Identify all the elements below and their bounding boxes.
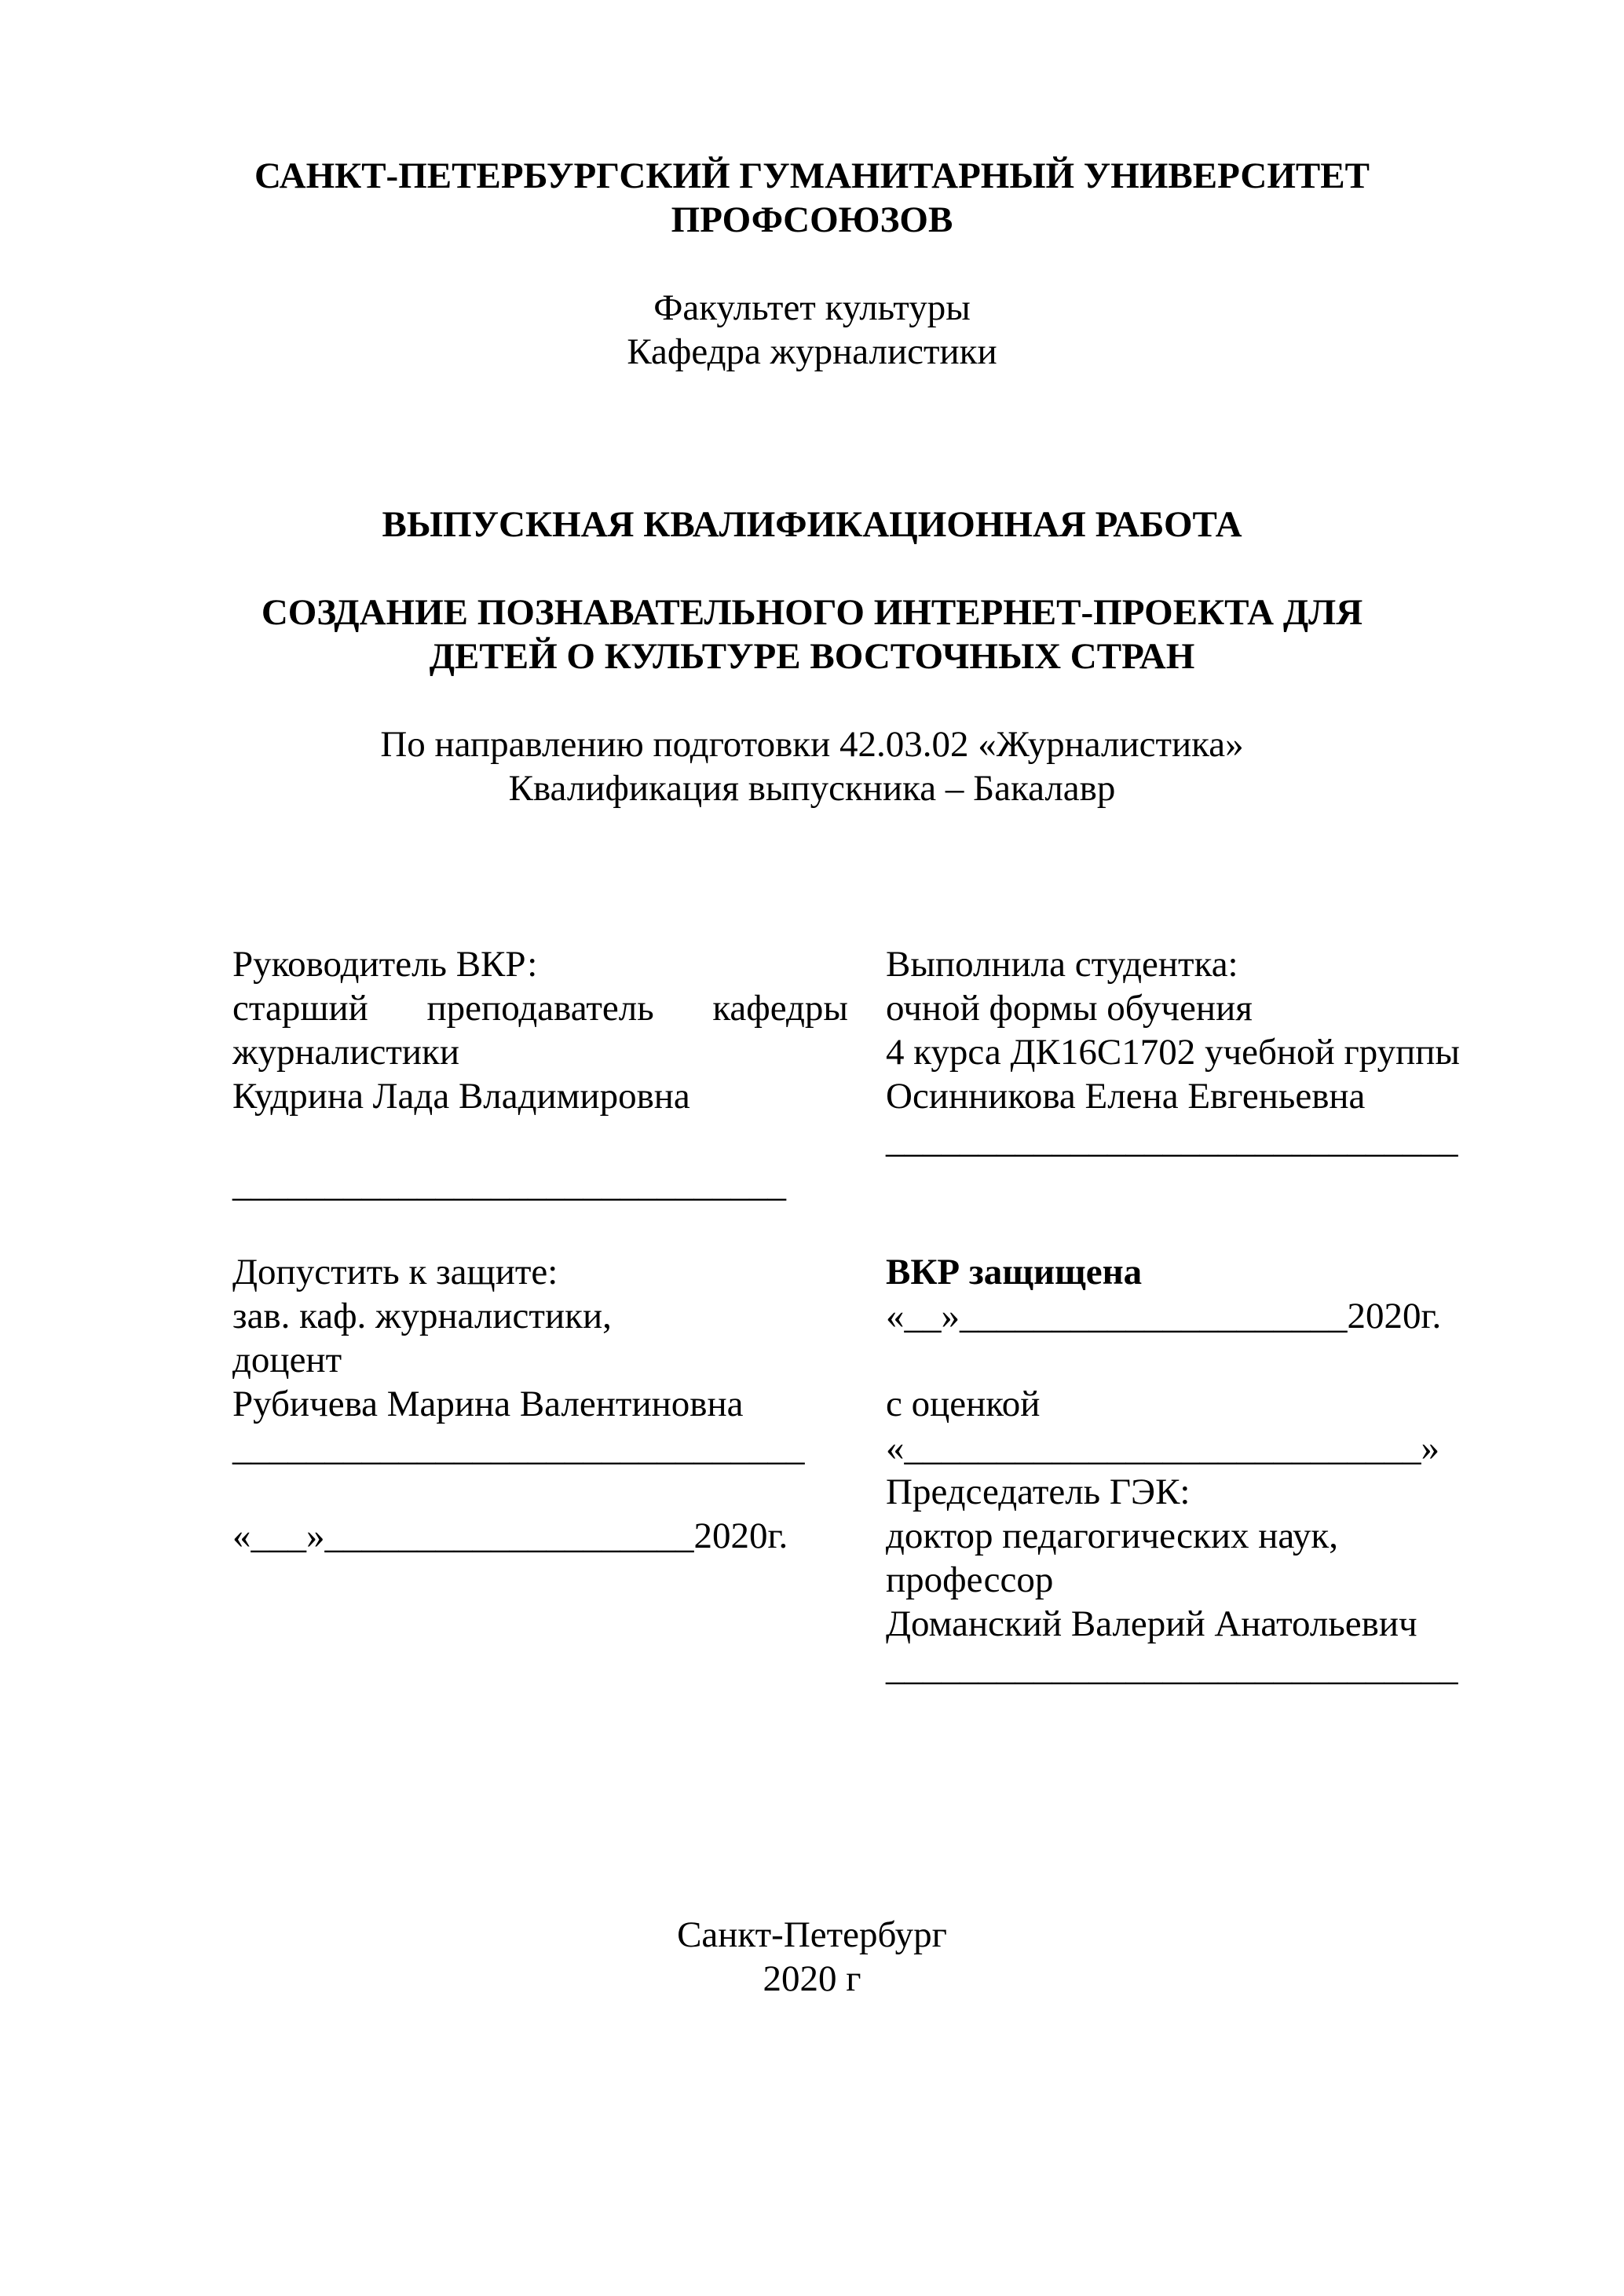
admission-block [232, 1250, 848, 1558]
supervisor-label: Руководитель ВКР: [232, 944, 538, 985]
defense-signature-line: _______________________________ [886, 1647, 1458, 1688]
direction-block [0, 722, 1624, 810]
student-block [886, 942, 1483, 1162]
footer-year: 2020 г [763, 1958, 861, 1999]
admission-title: доцент [232, 1340, 342, 1380]
university-name-line-1: САНКТ-ПЕТЕРБУРГСКИЙ ГУМАНИТАРНЫЙ УНИВЕРСИТЕТ [254, 155, 1370, 196]
defense-grade-label: с оценкой [886, 1384, 1041, 1424]
footer-city-year [0, 1913, 1624, 2001]
supervisor-position-line-2: журналистики [232, 1032, 460, 1073]
admission-signature-line: _______________________________ [232, 1428, 805, 1468]
supervisor-position-word: преподаватель [426, 988, 654, 1029]
footer-city: Санкт-Петербург [677, 1914, 947, 1955]
supervisor-position-line-1 [232, 986, 848, 1030]
university-name [0, 154, 1624, 242]
admission-date-line: «___»____________________2020г. [232, 1515, 788, 1556]
faculty-name: Факультет культуры [653, 287, 971, 328]
supervisor-block [232, 942, 848, 1206]
direction-text: По направлению подготовки 42.03.02 «Журналистика» [380, 724, 1244, 765]
department-name: Кафедра журналистики [627, 331, 997, 372]
work-type [0, 503, 1624, 547]
student-group: 4 курса ДК16С1702 учебной группы [886, 1032, 1460, 1073]
student-study-form: очной формы обучения [886, 988, 1253, 1029]
faculty-block [0, 286, 1624, 374]
student-signature-line: _______________________________ [886, 1120, 1458, 1161]
supervisor-position-word: старший [232, 988, 368, 1029]
work-title [0, 590, 1624, 678]
qualification-text: Квалификация выпускника – Бакалавр [508, 768, 1116, 809]
work-title-line-2: ДЕТЕЙ О КУЛЬТУРЕ ВОСТОЧНЫХ СТРАН [429, 636, 1195, 677]
supervisor-signature-line: ______________________________ [232, 1164, 786, 1205]
defense-date-line: «__»_____________________2020г. [886, 1296, 1442, 1336]
defense-grade-line: «____________________________» [886, 1428, 1439, 1468]
defense-block [886, 1250, 1498, 1690]
defense-chair-label: Председатель ГЭК: [886, 1472, 1191, 1512]
student-label: Выполнила студентка: [886, 944, 1238, 985]
supervisor-position-word: кафедры [712, 988, 848, 1029]
defense-label: ВКР защищена [886, 1252, 1143, 1292]
admission-name: Рубичева Марина Валентиновна [232, 1384, 744, 1424]
defense-chair-title: профессор [886, 1559, 1054, 1600]
defense-chair-degree: доктор педагогических наук, [886, 1515, 1338, 1556]
supervisor-name: Кудрина Лада Владимировна [232, 1076, 690, 1117]
defense-chair-name: Доманский Валерий Анатольевич [886, 1603, 1417, 1644]
admission-position: зав. каф. журналистики, [232, 1296, 612, 1336]
student-name: Осинникова Елена Евгеньевна [886, 1076, 1366, 1117]
admission-label: Допустить к защите: [232, 1252, 558, 1292]
university-name-line-2: ПРОФСОЮЗОВ [671, 199, 953, 240]
work-title-line-1: СОЗДАНИЕ ПОЗНАВАТЕЛЬНОГО ИНТЕРНЕТ-ПРОЕКТА ДЛЯ [261, 592, 1363, 633]
work-type-text: ВЫПУСКНАЯ КВАЛИФИКАЦИОННАЯ РАБОТА [382, 504, 1242, 545]
